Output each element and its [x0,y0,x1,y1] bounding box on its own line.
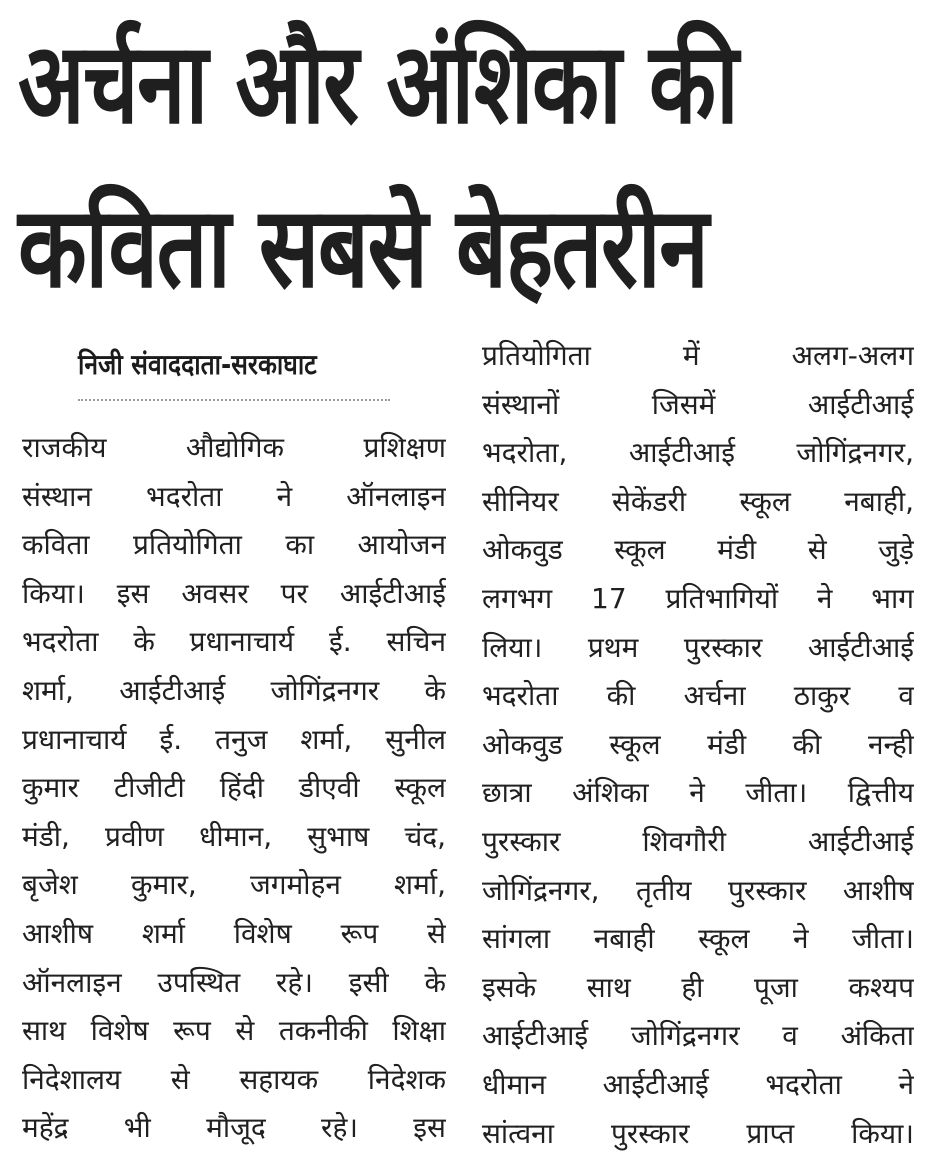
text-line: शर्मा, आईटीआई जोगिंद्रनगर के [22,673,446,707]
text-line: लगभग 17 प्रतिभागियों ने भाग [482,581,914,615]
headline-line-2: कविता सबसे बेहतरीन [18,183,708,313]
text-line: निदेशालय से सहायक निदेशक [22,1062,446,1096]
text-line: राजकीय औद्योगिक प्रशिक्षण [22,431,446,464]
text-line: आईटीआई जोगिंद्रनगर व अंकिता [482,1019,914,1053]
article-column-right [482,332,914,1158]
text-line: साथ विशेष रूप से तकनीकी शिक्षा [22,1014,446,1048]
text-line: भदरोता, आईटीआई जोगिंद्रनगर, [482,436,914,470]
text-line: जोगिंद्रनगर, तृतीय पुरस्कार आशीष [482,873,914,907]
text-line: किया। इस अवसर पर आईटीआई [22,576,446,610]
byline: निजी संवाददाता-सरकाघाट [78,348,317,381]
text-line: छात्रा अंशिका ने जीता। द्वित्तीय [482,776,914,810]
article-column-left [22,424,446,1153]
text-line: पुरस्कार शिवगौरी आईटीआई [482,824,914,858]
text-line: सांगला नबाही स्कूल ने जीता। [482,922,914,956]
text-line: कविता प्रतियोगिता का आयोजन [22,528,446,562]
text-line: संस्थान भदरोता ने ऑनलाइन [22,479,446,513]
text-line: प्रधानाचार्य ई. तनुज शर्मा, सुनील [22,722,446,756]
byline-divider [78,399,390,401]
text-line: लिया। प्रथम पुरस्कार आईटीआई [482,630,914,664]
text-line: महेंद्र भी मौजूद रहे। इस [22,1111,446,1145]
text-line: धीमान आईटीआई भदरोता ने [482,1067,914,1101]
text-line: भदरोता के प्रधानाचार्य ई. सचिन [22,625,446,659]
text-line: इसके साथ ही पूजा कश्यप [482,970,914,1004]
text-line: ऑनलाइन उपस्थित रहे। इसी के [22,965,446,999]
text-line: सांत्वना पुरस्कार प्राप्त किया। [482,1116,914,1150]
text-line: कुमार टीजीटी हिंदी डीएवी स्कूल [22,771,446,805]
text-line: ओकवुड स्कूल मंडी से जुड़े [482,533,914,567]
text-line: प्रतियोगिता में अलग-अलग [482,339,914,372]
headline-line-1: अर्चना और अंशिका की [18,19,738,149]
text-line: संस्थानों जिसमें आईटीआई [482,387,914,421]
text-line: आशीष शर्मा विशेष रूप से [22,916,446,950]
text-line: बृजेश कुमार, जगमोहन शर्मा, [22,868,446,902]
text-line: भदरोता की अर्चना ठाकुर व [482,679,914,713]
text-line: मंडी, प्रवीण धीमान, सुभाष चंद, [22,819,446,853]
text-line: सीनियर सेकेंडरी स्कूल नबाही, [482,484,914,518]
text-line: ओकवुड स्कूल मंडी की नन्ही [482,727,914,761]
